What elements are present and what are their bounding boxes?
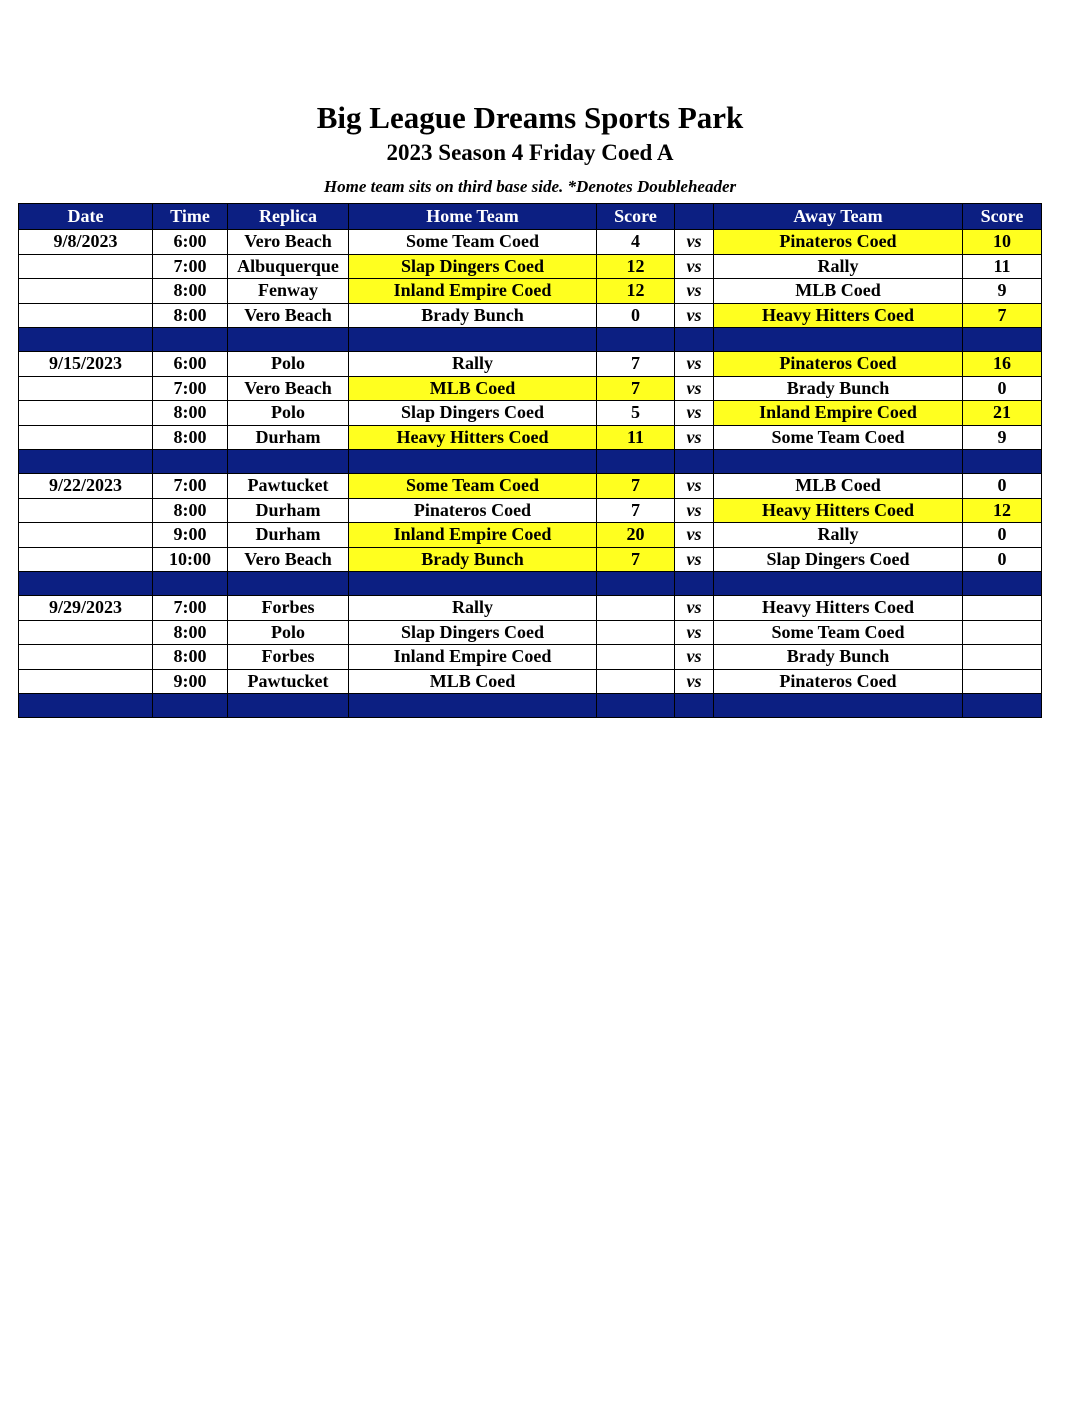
home-team: Slap Dingers Coed: [349, 254, 597, 279]
separator-cell: [963, 694, 1042, 718]
away-score: 0: [963, 376, 1042, 401]
away-score: [963, 645, 1042, 670]
home-score: 12: [597, 279, 675, 304]
header-away-team: Away Team: [714, 204, 963, 230]
separator-cell: [714, 572, 963, 596]
home-team: Slap Dingers Coed: [349, 620, 597, 645]
game-replica: Fenway: [228, 279, 349, 304]
home-score: [597, 669, 675, 694]
header-replica: Replica: [228, 204, 349, 230]
away-team: Heavy Hitters Coed: [714, 303, 963, 328]
separator-cell: [714, 450, 963, 474]
game-date: [19, 498, 153, 523]
game-time: 7:00: [153, 376, 228, 401]
game-date: 9/29/2023: [19, 596, 153, 621]
header-home-team: Home Team: [349, 204, 597, 230]
away-team: Pinateros Coed: [714, 669, 963, 694]
separator-cell: [349, 694, 597, 718]
game-time: 8:00: [153, 620, 228, 645]
game-time: 6:00: [153, 230, 228, 255]
home-score: 20: [597, 523, 675, 548]
separator-cell: [153, 450, 228, 474]
home-team: Rally: [349, 596, 597, 621]
separator-cell: [19, 328, 153, 352]
home-team: Some Team Coed: [349, 474, 597, 499]
separator-cell: [714, 694, 963, 718]
home-score: 12: [597, 254, 675, 279]
game-time: 8:00: [153, 425, 228, 450]
separator-cell: [675, 328, 714, 352]
game-replica: Forbes: [228, 645, 349, 670]
away-score: 9: [963, 425, 1042, 450]
separator-cell: [963, 572, 1042, 596]
separator-cell: [19, 572, 153, 596]
game-row: [19, 523, 1042, 548]
game-row: [19, 254, 1042, 279]
game-row: [19, 596, 1042, 621]
game-date: [19, 669, 153, 694]
week-separator: [19, 450, 1042, 474]
game-row: [19, 547, 1042, 572]
vs-label: vs: [675, 669, 714, 694]
home-team: Some Team Coed: [349, 230, 597, 255]
separator-cell: [228, 572, 349, 596]
game-time: 7:00: [153, 474, 228, 499]
away-team: Heavy Hitters Coed: [714, 498, 963, 523]
away-team: Rally: [714, 254, 963, 279]
separator-cell: [19, 450, 153, 474]
separator-cell: [19, 694, 153, 718]
away-team: MLB Coed: [714, 279, 963, 304]
home-team: Heavy Hitters Coed: [349, 425, 597, 450]
vs-label: vs: [675, 645, 714, 670]
separator-cell: [963, 328, 1042, 352]
game-row: [19, 303, 1042, 328]
game-date: 9/15/2023: [19, 352, 153, 377]
home-score: 7: [597, 352, 675, 377]
away-score: 0: [963, 474, 1042, 499]
week-separator: [19, 328, 1042, 352]
vs-label: vs: [675, 254, 714, 279]
game-replica: Vero Beach: [228, 376, 349, 401]
game-time: 9:00: [153, 523, 228, 548]
game-time: 10:00: [153, 547, 228, 572]
away-score: [963, 596, 1042, 621]
away-score: 10: [963, 230, 1042, 255]
game-time: 7:00: [153, 596, 228, 621]
game-time: 8:00: [153, 498, 228, 523]
home-team: Pinateros Coed: [349, 498, 597, 523]
week-separator: [19, 572, 1042, 596]
separator-cell: [597, 572, 675, 596]
separator-cell: [675, 572, 714, 596]
page-title: Big League Dreams Sports Park: [316, 100, 744, 135]
separator-cell: [153, 328, 228, 352]
home-team: Slap Dingers Coed: [349, 401, 597, 426]
game-replica: Vero Beach: [228, 547, 349, 572]
game-date: [19, 547, 153, 572]
home-score: 11: [597, 425, 675, 450]
game-date: [19, 401, 153, 426]
separator-cell: [153, 572, 228, 596]
page-subtitle: 2023 Season 4 Friday Coed A: [386, 140, 674, 165]
home-score: 7: [597, 547, 675, 572]
home-score: 5: [597, 401, 675, 426]
vs-label: vs: [675, 620, 714, 645]
away-score: 0: [963, 523, 1042, 548]
away-team: MLB Coed: [714, 474, 963, 499]
separator-cell: [349, 572, 597, 596]
separator-cell: [597, 450, 675, 474]
game-row: [19, 474, 1042, 499]
away-team: Heavy Hitters Coed: [714, 596, 963, 621]
away-score: 9: [963, 279, 1042, 304]
separator-cell: [349, 328, 597, 352]
separator-cell: [228, 694, 349, 718]
vs-label: vs: [675, 230, 714, 255]
game-row: [19, 620, 1042, 645]
game-row: [19, 498, 1042, 523]
game-row: [19, 425, 1042, 450]
header-time: Time: [153, 204, 228, 230]
separator-cell: [597, 328, 675, 352]
home-score: [597, 596, 675, 621]
game-date: [19, 645, 153, 670]
game-time: 6:00: [153, 352, 228, 377]
home-score: 7: [597, 474, 675, 499]
vs-label: vs: [675, 523, 714, 548]
home-score: [597, 620, 675, 645]
vs-label: vs: [675, 425, 714, 450]
game-row: [19, 645, 1042, 670]
game-date: [19, 279, 153, 304]
separator-cell: [228, 450, 349, 474]
game-row: [19, 376, 1042, 401]
header-vs: [675, 204, 714, 230]
header-away-score: Score: [963, 204, 1042, 230]
game-date: [19, 254, 153, 279]
home-team: MLB Coed: [349, 376, 597, 401]
header-row: [19, 204, 1042, 230]
game-time: 8:00: [153, 645, 228, 670]
vs-label: vs: [675, 401, 714, 426]
header-date: Date: [19, 204, 153, 230]
away-team: Inland Empire Coed: [714, 401, 963, 426]
game-time: 8:00: [153, 279, 228, 304]
game-replica: Durham: [228, 425, 349, 450]
game-replica: Durham: [228, 498, 349, 523]
separator-cell: [153, 694, 228, 718]
away-team: Brady Bunch: [714, 376, 963, 401]
home-score: 4: [597, 230, 675, 255]
vs-label: vs: [675, 376, 714, 401]
vs-label: vs: [675, 279, 714, 304]
away-team: Brady Bunch: [714, 645, 963, 670]
home-score: 0: [597, 303, 675, 328]
home-team: Inland Empire Coed: [349, 279, 597, 304]
away-score: 11: [963, 254, 1042, 279]
vs-label: vs: [675, 474, 714, 499]
away-team: Some Team Coed: [714, 620, 963, 645]
game-row: [19, 401, 1042, 426]
game-date: [19, 376, 153, 401]
home-score: [597, 645, 675, 670]
away-score: [963, 669, 1042, 694]
separator-cell: [675, 694, 714, 718]
game-row: [19, 279, 1042, 304]
game-date: 9/22/2023: [19, 474, 153, 499]
game-replica: Durham: [228, 523, 349, 548]
game-row: [19, 669, 1042, 694]
vs-label: vs: [675, 596, 714, 621]
game-time: 8:00: [153, 401, 228, 426]
separator-cell: [228, 328, 349, 352]
home-score: 7: [597, 498, 675, 523]
vs-label: vs: [675, 547, 714, 572]
game-replica: Polo: [228, 620, 349, 645]
schedule-table: [18, 203, 1042, 718]
game-time: 9:00: [153, 669, 228, 694]
game-replica: Albuquerque: [228, 254, 349, 279]
game-replica: Pawtucket: [228, 474, 349, 499]
away-team: Pinateros Coed: [714, 352, 963, 377]
schedule-body: [19, 230, 1042, 718]
separator-cell: [349, 450, 597, 474]
separator-cell: [714, 328, 963, 352]
away-score: 0: [963, 547, 1042, 572]
home-team: Inland Empire Coed: [349, 645, 597, 670]
away-team: Some Team Coed: [714, 425, 963, 450]
game-date: [19, 425, 153, 450]
home-team: Brady Bunch: [349, 303, 597, 328]
separator-cell: [963, 450, 1042, 474]
header-home-score: Score: [597, 204, 675, 230]
separator-cell: [675, 450, 714, 474]
away-team: Slap Dingers Coed: [714, 547, 963, 572]
vs-label: vs: [675, 352, 714, 377]
away-team: Pinateros Coed: [714, 230, 963, 255]
game-replica: Polo: [228, 352, 349, 377]
game-replica: Vero Beach: [228, 230, 349, 255]
week-separator: [19, 694, 1042, 718]
away-team: Rally: [714, 523, 963, 548]
game-replica: Pawtucket: [228, 669, 349, 694]
away-score: 16: [963, 352, 1042, 377]
game-replica: Vero Beach: [228, 303, 349, 328]
game-time: 7:00: [153, 254, 228, 279]
game-date: [19, 620, 153, 645]
home-score: 7: [597, 376, 675, 401]
game-time: 8:00: [153, 303, 228, 328]
game-row: [19, 352, 1042, 377]
home-team: MLB Coed: [349, 669, 597, 694]
home-team: Inland Empire Coed: [349, 523, 597, 548]
home-team: Brady Bunch: [349, 547, 597, 572]
vs-label: vs: [675, 498, 714, 523]
away-score: 12: [963, 498, 1042, 523]
game-row: [19, 230, 1042, 255]
home-team: Rally: [349, 352, 597, 377]
away-score: 7: [963, 303, 1042, 328]
game-replica: Polo: [228, 401, 349, 426]
game-date: [19, 523, 153, 548]
game-replica: Forbes: [228, 596, 349, 621]
vs-label: vs: [675, 303, 714, 328]
schedule-note: Home team sits on third base side. *Denotes Doubleheader: [323, 177, 737, 196]
separator-cell: [597, 694, 675, 718]
away-score: [963, 620, 1042, 645]
game-date: [19, 303, 153, 328]
away-score: 21: [963, 401, 1042, 426]
game-date: 9/8/2023: [19, 230, 153, 255]
